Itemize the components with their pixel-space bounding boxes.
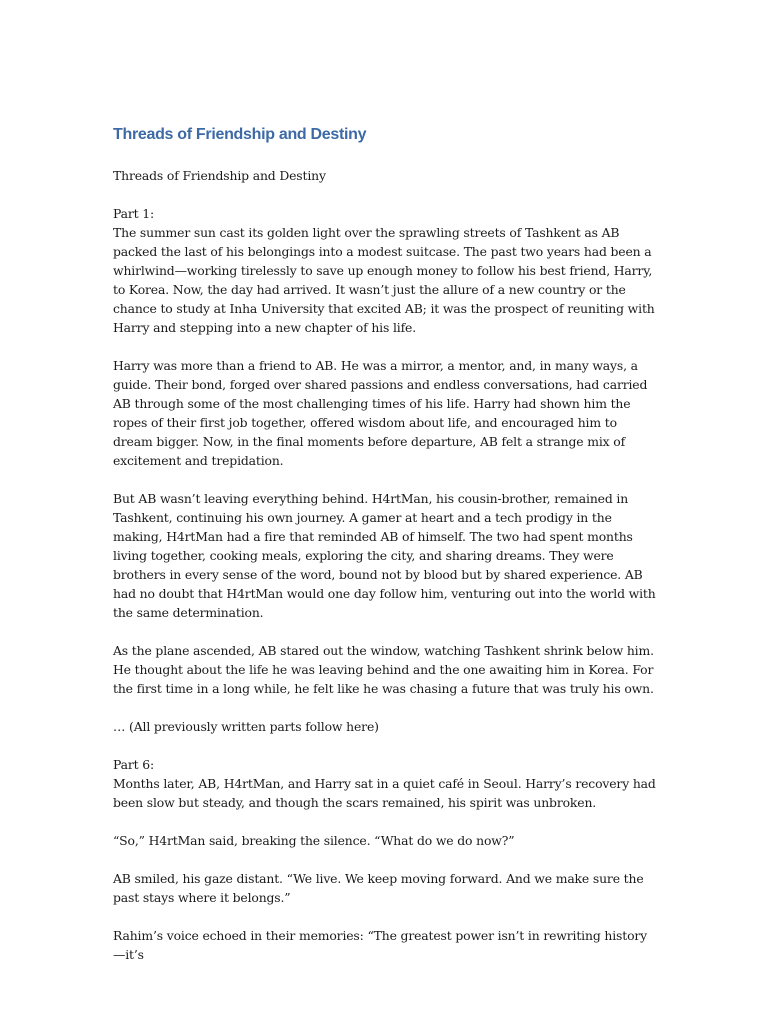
part-1-paragraph-4: As the plane ascended, AB stared out the window, watching Tashkent shrink below him. He thought about the life he was leaving behind and the one awaiting him in Korea. For the first time in a long while, he felt like he was chasing a future that was truly his own. [113,643,654,696]
part-6-heading: Part 6: [113,757,155,772]
part-1-paragraph-3: But AB wasn’t leaving everything behind. H4rtMan, his cousin-brother, remained in Tashkent, continuing his own journey. A gamer at heart and a tech prodigy in the making, H4rtMan had a fire that reminded AB of himself. The two had spent months living together, cooking meals, exploring the city, and sharing dreams. They were brothers in every sense of the word, bound not by blood but by shared experience. AB had no doubt that H4rtMan would one day follow him, venturing out into the world with the same determination. [113,491,656,620]
part-6-paragraph-4: Rahim’s voice echoed in their memories: “The greatest power isn’t in rewriting history—it’s [113,928,648,962]
part-6-paragraph-2: “So,” H4rtMan said, breaking the silence. “What do we do now?” [113,833,515,848]
part-6-opening-paragraph [113,755,658,812]
part-6-paragraph-3: AB smiled, his gaze distant. “We live. We keep moving forward. And we make sure the past stays where it belongs.” [113,871,644,905]
document-subtitle: Threads of Friendship and Destiny [113,168,326,183]
part-1-paragraph-1: The summer sun cast its golden light over the sprawling streets of Tashkent as AB packed the last of his belongings into a modest suitcase. The past two years had been a whirlwind—working tirelessly to save up enough money to follow his best friend, Harry, to Korea. Now, the day had arrived. It wasn’t just the allure of a new country or the chance to study at Inha University that excited AB; it was the prospect of reuniting with Harry and stepping into a new chapter of his life. [113,225,655,335]
document-title: Threads of Friendship and Destiny [113,126,367,143]
part-1-opening-paragraph [113,204,658,337]
part-1-paragraph-2: Harry was more than a friend to AB. He was a mirror, a mentor, and, in many ways, a guide. Their bond, forged over shared passions and endless conversations, had carried AB through some of the most challenging times of his life. Harry had shown him the ropes of their first job together, offered wisdom about life, and encouraged him to dream bigger. Now, in the final moments before departure, AB felt a strange mix of excitement and trepidation. [113,358,648,468]
document-body [113,124,658,983]
part-1-heading: Part 1: [113,206,155,221]
part-6-paragraph-1: Months later, AB, H4rtMan, and Harry sat in a quiet café in Seoul. Harry’s recovery had been slow but steady, and though the scars remained, his spirit was unbroken. [113,776,656,810]
placeholder-note: … (All previously written parts follow here) [113,719,379,734]
